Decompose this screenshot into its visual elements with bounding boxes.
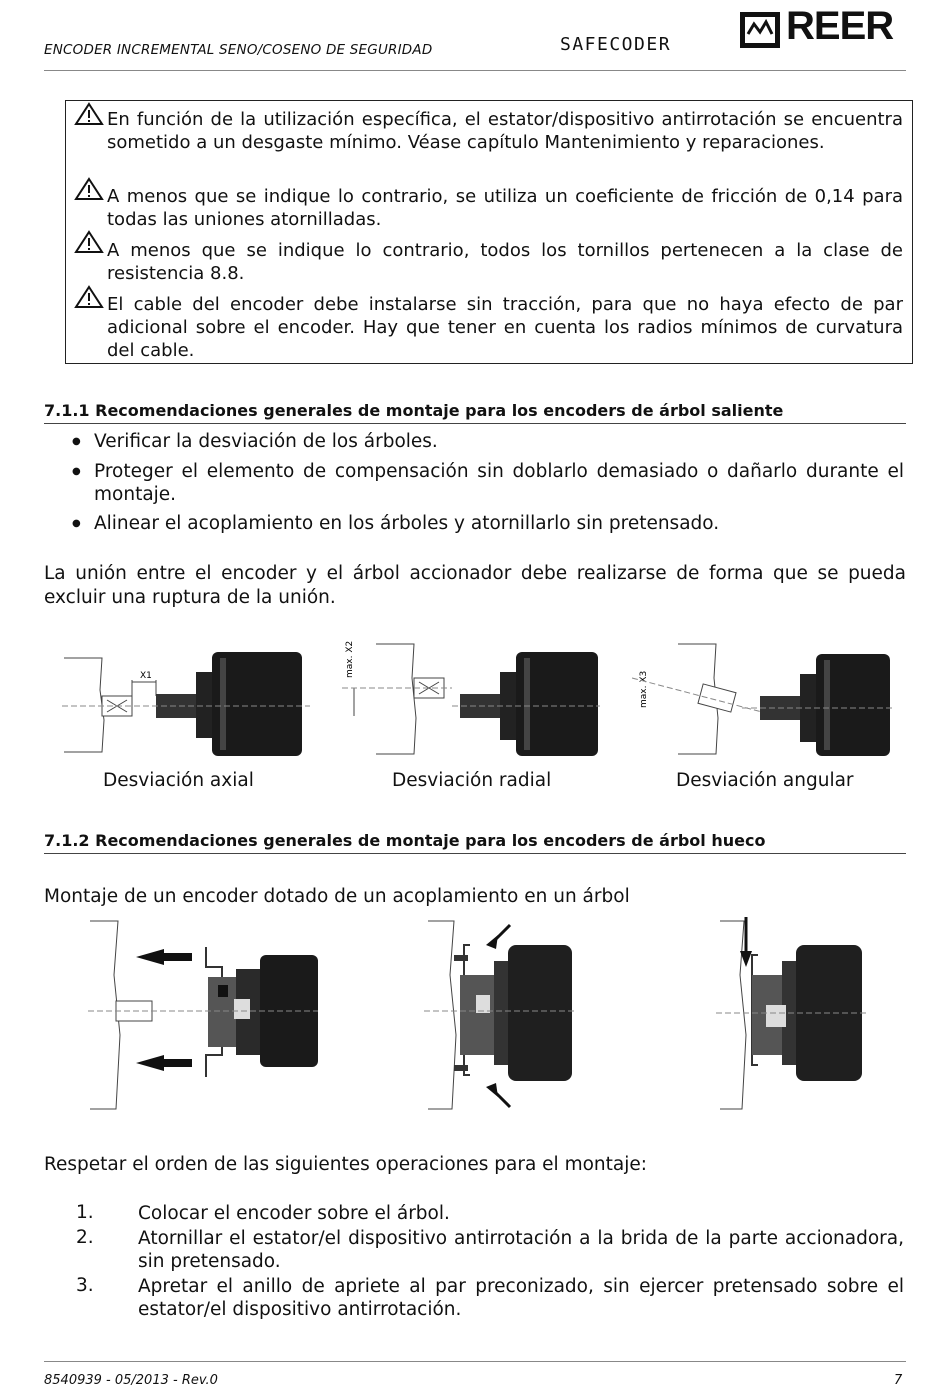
bullet-icon: ● [72, 466, 81, 477]
reer-logo-icon [738, 10, 782, 50]
angular-deviation-figure [632, 638, 894, 760]
reer-logo: REER [786, 4, 894, 48]
warning-icon [74, 177, 104, 201]
subtitle: Montaje de un encoder dotado de un acoplamiento en un árbol [44, 886, 630, 907]
x1-label: X1 [140, 671, 152, 681]
step-number: 1. [76, 1202, 94, 1223]
hollow-shaft-step3-figure [716, 915, 866, 1115]
bullet-icon: ● [72, 518, 81, 529]
section-heading-7-1-2: 7.1.2 Recomendaciones generales de montaje para los encoders de árbol hueco [44, 831, 906, 854]
steps-intro: Respetar el orden de las siguientes operaciones para el montaje: [44, 1154, 647, 1175]
bullet-icon: ● [72, 436, 81, 447]
step-text: Apretar el anillo de apriete al par preconizado, sin ejercer pretensado sobre el estator/el dispositivo antirrotación. [138, 1276, 904, 1320]
x2-label: max. X2 [345, 640, 355, 678]
footer-divider [44, 1361, 906, 1362]
paragraph: La unión entre el encoder y el árbol accionador debe realizarse de forma que se pueda excluir una ruptura de la unión. [44, 563, 906, 608]
page-number: 7 [894, 1373, 903, 1388]
warning-icon [74, 102, 104, 126]
warning-text: El cable del encoder debe instalarse sin tracción, para que no haya efecto de par adicional sobre el encoder. Hay que tener en cuenta los radios mínimos de curvatura del cable. [107, 294, 903, 361]
radial-deviation-figure [342, 638, 602, 760]
warning-icon [74, 230, 104, 254]
list-item: Verificar la desviación de los árboles. [94, 431, 438, 452]
caption-radial: Desviación radial [392, 770, 552, 791]
list-item: Alinear el acoplamiento en los árboles y atornillarlo sin pretensado. [94, 513, 720, 534]
hollow-shaft-step2-figure [424, 915, 574, 1115]
warning-text: En función de la utilización específica, el estator/dispositivo antirrotación se encuentra sometido a un desgaste mínimo. Véase capítulo Mantenimiento y reparaciones. [107, 109, 903, 153]
step-number: 2. [76, 1227, 94, 1248]
axial-deviation-figure [62, 650, 312, 760]
caption-axial: Desviación axial [103, 770, 254, 791]
section-heading-7-1-1: 7.1.1 Recomendaciones generales de montaje para los encoders de árbol saliente [44, 401, 906, 424]
caption-angular: Desviación angular [676, 770, 854, 791]
warning-text: A menos que se indique lo contrario, todos los tornillos pertenecen a la clase de resistencia 8.8. [107, 240, 903, 284]
list-item: Proteger el elemento de compensación sin doblarlo demasiado o dañarlo durante el montaje. [94, 461, 904, 505]
document-code: 8540939 - 05/2013 - Rev.0 [44, 1373, 218, 1388]
x3-label: max. X3 [639, 670, 649, 708]
warning-text: A menos que se indique lo contrario, se utiliza un coeficiente de fricción de 0,14 para todas las uniones atornilladas. [107, 186, 903, 230]
step-text: Colocar el encoder sobre el árbol. [138, 1203, 450, 1224]
step-number: 3. [76, 1275, 94, 1296]
step-text: Atornillar el estator/el dispositivo antirrotación a la brida de la parte accionadora, sin pretensado. [138, 1228, 904, 1272]
safecoder-logo: SAFECODER [560, 34, 672, 55]
header-divider [44, 70, 906, 71]
header-title: ENCODER INCREMENTAL SENO/COSENO DE SEGURIDAD [44, 42, 433, 58]
hollow-shaft-step1-figure [88, 915, 320, 1115]
warning-icon [74, 285, 104, 309]
